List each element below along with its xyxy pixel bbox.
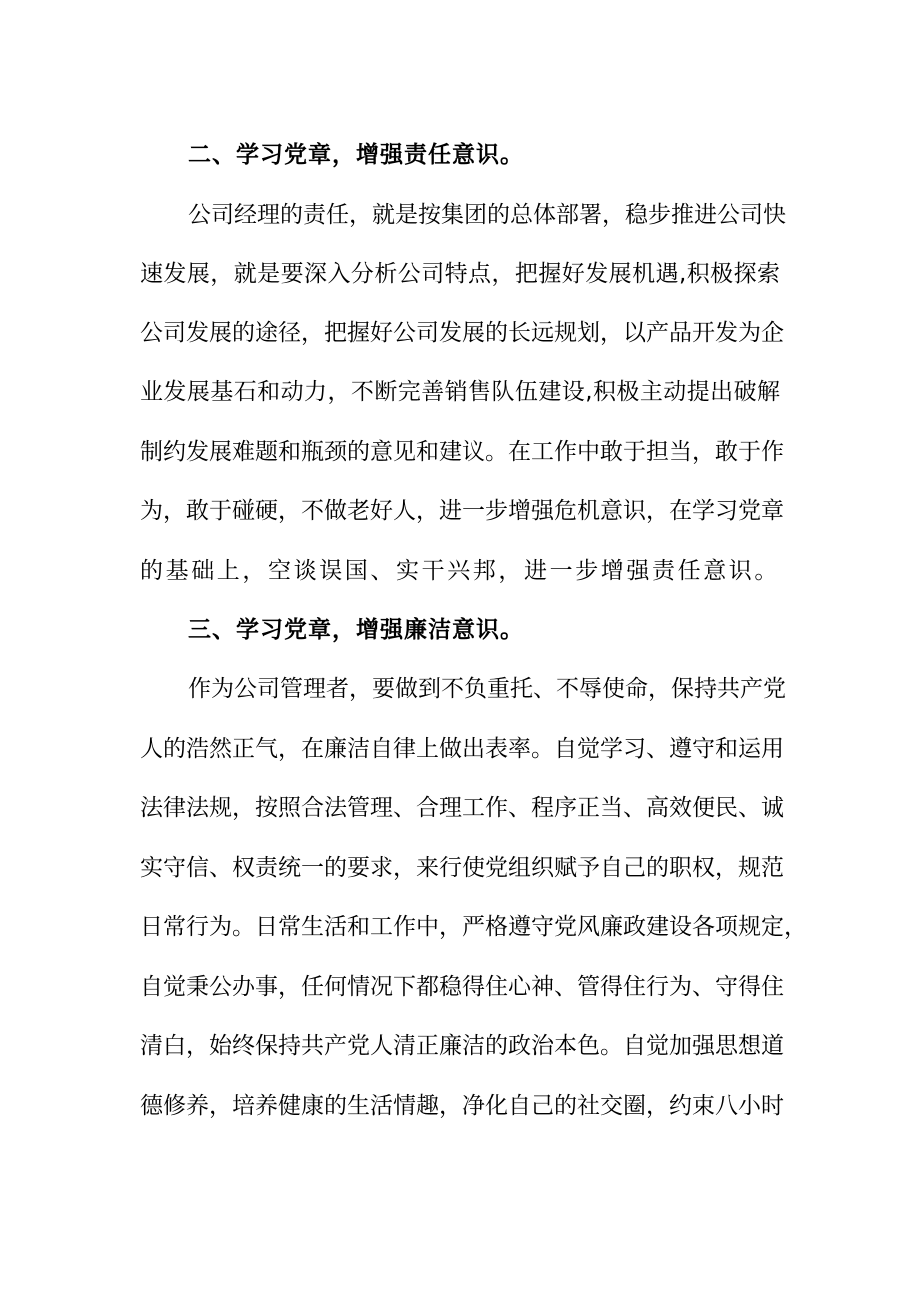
section-2-line: 公司经理的责任，就是按集团的总体部署，稳步推进公司快 [188, 202, 786, 228]
section-2-line: 为，敢于碰硬，不做老好人，进一步增强危机意识，在学习党章 [140, 498, 784, 524]
section-2-line: 的基础上，空谈误国、实干兴邦，进一步增强责任意识。 [140, 558, 780, 584]
section-2-heading: 二、学习党章，增强责任意识。 [188, 142, 524, 168]
section-2-line: 公司发展的途径，把握好公司发展的长远规划，以产品开发为企 [140, 320, 784, 346]
section-3-line: 德修养，培养健康的生活情趣，净化自己的社交圈，约束八小时 [140, 1093, 784, 1119]
section-3-line: 作为公司管理者，要做到不负重托、不辱使命，保持共产党 [188, 676, 786, 702]
section-3-heading: 三、学习党章，增强廉洁意识。 [188, 617, 524, 643]
section-3-line: 自觉秉公办事，任何情况下都稳得住心神、管得住行为、守得住 [140, 974, 784, 1000]
section-3-line: 实守信、权责统一的要求，来行使党组织赋予自己的职权，规范 [140, 855, 784, 881]
section-3-line: 法律法规，按照合法管理、合理工作、程序正当、高效便民、诚 [140, 795, 784, 821]
section-3-line: 人的浩然正气，在廉洁自律上做出表率。自觉学习、遵守和运用 [140, 736, 784, 762]
section-3-line: 日常行为。日常生活和工作中，严格遵守党风廉政建设各项规定， [140, 914, 807, 940]
section-2-line: 业发展基石和动力，不断完善销售队伍建设,积极主动提出破解 [140, 379, 780, 405]
section-3-line: 清白，始终保持共产党人清正廉洁的政治本色。自觉加强思想道 [140, 1033, 784, 1059]
section-2-line: 制约发展难题和瓶颈的意见和建议。在工作中敢于担当，敢于作 [140, 439, 784, 465]
section-2-line: 速发展，就是要深入分析公司特点，把握好发展机遇,积极探索 [140, 261, 780, 287]
